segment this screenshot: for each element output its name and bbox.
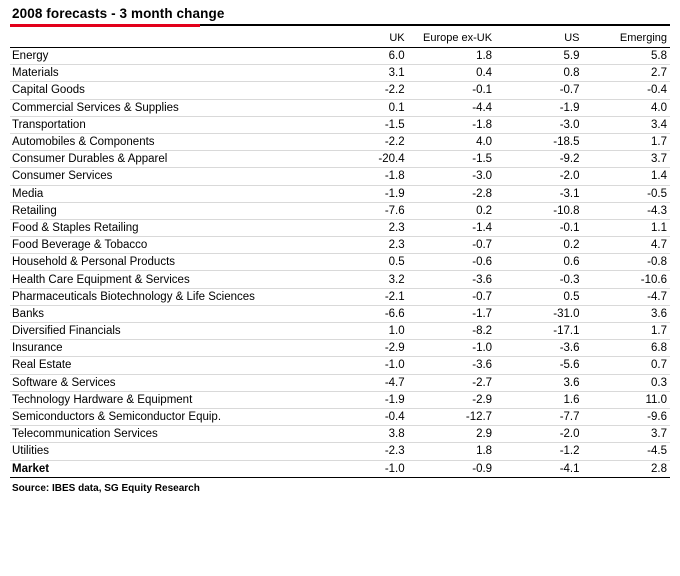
table-row: [10, 426, 670, 443]
cell-europe: -3.6: [408, 357, 495, 374]
column-header-sector: [10, 31, 320, 48]
table-row: [10, 305, 670, 322]
cell-uk: -1.9: [320, 185, 407, 202]
cell-emerging: -9.6: [583, 408, 670, 425]
cell-emerging: -0.4: [583, 82, 670, 99]
row-label: Retailing: [10, 202, 320, 219]
cell-us: -0.1: [495, 219, 582, 236]
row-label: Household & Personal Products: [10, 254, 320, 271]
source-note: Source: IBES data, SG Equity Research: [12, 482, 200, 494]
cell-uk: -7.6: [320, 202, 407, 219]
cell-uk: 2.3: [320, 219, 407, 236]
cell-us: -18.5: [495, 133, 582, 150]
cell-emerging: 11.0: [583, 391, 670, 408]
table-row: [10, 374, 670, 391]
row-label: Semiconductors & Semiconductor Equip.: [10, 408, 320, 425]
table-row: [10, 133, 670, 150]
cell-us: -4.1: [495, 460, 582, 477]
row-label: Materials: [10, 65, 320, 82]
cell-uk: 3.1: [320, 65, 407, 82]
cell-uk: 3.8: [320, 426, 407, 443]
cell-emerging: 2.8: [583, 460, 670, 477]
row-label: Banks: [10, 305, 320, 322]
cell-uk: -4.7: [320, 374, 407, 391]
cell-us: -2.0: [495, 426, 582, 443]
table-body: [10, 48, 670, 478]
cell-us: 0.6: [495, 254, 582, 271]
row-label: Energy: [10, 48, 320, 65]
row-label: Consumer Durables & Apparel: [10, 151, 320, 168]
cell-europe: -12.7: [408, 408, 495, 425]
cell-emerging: 1.7: [583, 133, 670, 150]
column-header-us: US: [495, 31, 582, 48]
cell-uk: -1.9: [320, 391, 407, 408]
cell-europe: 0.4: [408, 65, 495, 82]
cell-us: -3.6: [495, 340, 582, 357]
table-row: [10, 202, 670, 219]
cell-emerging: -10.6: [583, 271, 670, 288]
row-label: Software & Services: [10, 374, 320, 391]
cell-uk: -2.9: [320, 340, 407, 357]
cell-emerging: 4.7: [583, 237, 670, 254]
cell-europe: -2.7: [408, 374, 495, 391]
table-row: [10, 168, 670, 185]
cell-emerging: 3.7: [583, 151, 670, 168]
row-label: Technology Hardware & Equipment: [10, 391, 320, 408]
table-row: [10, 82, 670, 99]
cell-uk: -2.2: [320, 133, 407, 150]
page-title: 2008 forecasts - 3 month change: [12, 6, 225, 21]
table-row: [10, 185, 670, 202]
table-row: [10, 357, 670, 374]
cell-emerging: 4.0: [583, 99, 670, 116]
cell-us: 0.2: [495, 237, 582, 254]
cell-emerging: 2.7: [583, 65, 670, 82]
cell-us: -5.6: [495, 357, 582, 374]
cell-europe: -2.9: [408, 391, 495, 408]
cell-emerging: 1.4: [583, 168, 670, 185]
cell-europe: 4.0: [408, 133, 495, 150]
cell-uk: 0.5: [320, 254, 407, 271]
cell-uk: 2.3: [320, 237, 407, 254]
table-row: [10, 443, 670, 460]
table-row: [10, 391, 670, 408]
cell-us: 3.6: [495, 374, 582, 391]
row-label: Consumer Services: [10, 168, 320, 185]
cell-us: -17.1: [495, 323, 582, 340]
cell-us: -7.7: [495, 408, 582, 425]
row-label: Food Beverage & Tobacco: [10, 237, 320, 254]
cell-europe: 2.9: [408, 426, 495, 443]
cell-uk: -2.2: [320, 82, 407, 99]
cell-emerging: 3.4: [583, 116, 670, 133]
row-label: Health Care Equipment & Services: [10, 271, 320, 288]
cell-us: -10.8: [495, 202, 582, 219]
cell-us: -0.3: [495, 271, 582, 288]
divider-red-accent: [10, 24, 200, 27]
cell-europe: -0.1: [408, 82, 495, 99]
table-row: [10, 288, 670, 305]
table-row-total: [10, 460, 670, 477]
cell-europe: -1.5: [408, 151, 495, 168]
cell-us: -3.1: [495, 185, 582, 202]
row-label: Real Estate: [10, 357, 320, 374]
cell-uk: 1.0: [320, 323, 407, 340]
row-label: Commercial Services & Supplies: [10, 99, 320, 116]
cell-us: -1.2: [495, 443, 582, 460]
row-label: Media: [10, 185, 320, 202]
cell-emerging: -4.3: [583, 202, 670, 219]
column-header-uk: UK: [320, 31, 407, 48]
table-row: [10, 323, 670, 340]
forecast-table: [10, 31, 670, 478]
cell-uk: -1.5: [320, 116, 407, 133]
table-row: [10, 116, 670, 133]
cell-europe: -4.4: [408, 99, 495, 116]
table-header: [10, 31, 670, 48]
cell-uk: -1.8: [320, 168, 407, 185]
table-row: [10, 48, 670, 65]
cell-emerging: 3.7: [583, 426, 670, 443]
cell-uk: -1.0: [320, 357, 407, 374]
table-row: [10, 254, 670, 271]
cell-europe: -8.2: [408, 323, 495, 340]
cell-uk: -1.0: [320, 460, 407, 477]
cell-us: -9.2: [495, 151, 582, 168]
cell-emerging: 6.8: [583, 340, 670, 357]
cell-us: -3.0: [495, 116, 582, 133]
cell-uk: 0.1: [320, 99, 407, 116]
cell-emerging: -0.5: [583, 185, 670, 202]
cell-europe: -0.7: [408, 237, 495, 254]
table-row: [10, 237, 670, 254]
table-header-row: [10, 31, 670, 48]
cell-uk: -2.1: [320, 288, 407, 305]
cell-emerging: -4.5: [583, 443, 670, 460]
column-header-europe-ex-uk: Europe ex-UK: [408, 31, 495, 48]
cell-emerging: 3.6: [583, 305, 670, 322]
row-label: Insurance: [10, 340, 320, 357]
title-divider: [10, 24, 670, 27]
cell-emerging: 1.7: [583, 323, 670, 340]
cell-uk: -0.4: [320, 408, 407, 425]
row-label-market: Market: [10, 460, 320, 477]
table-row: [10, 65, 670, 82]
column-header-emerging: Emerging: [583, 31, 670, 48]
cell-uk: -6.6: [320, 305, 407, 322]
cell-emerging: 1.1: [583, 219, 670, 236]
cell-us: -1.9: [495, 99, 582, 116]
cell-us: 5.9: [495, 48, 582, 65]
table-row: [10, 151, 670, 168]
cell-europe: -3.6: [408, 271, 495, 288]
cell-us: -31.0: [495, 305, 582, 322]
cell-europe: -2.8: [408, 185, 495, 202]
row-label: Transportation: [10, 116, 320, 133]
cell-europe: -1.4: [408, 219, 495, 236]
cell-uk: -2.3: [320, 443, 407, 460]
table-row: [10, 408, 670, 425]
row-label: Food & Staples Retailing: [10, 219, 320, 236]
cell-europe: -0.6: [408, 254, 495, 271]
row-label: Pharmaceuticals Biotechnology & Life Sciences: [10, 288, 320, 305]
cell-europe: 0.2: [408, 202, 495, 219]
table-row: [10, 99, 670, 116]
cell-europe: -1.8: [408, 116, 495, 133]
cell-uk: -20.4: [320, 151, 407, 168]
table-row: [10, 340, 670, 357]
cell-emerging: 5.8: [583, 48, 670, 65]
row-label: Automobiles & Components: [10, 133, 320, 150]
cell-us: 0.8: [495, 65, 582, 82]
row-label: Capital Goods: [10, 82, 320, 99]
cell-us: -2.0: [495, 168, 582, 185]
cell-us: 0.5: [495, 288, 582, 305]
row-label: Utilities: [10, 443, 320, 460]
table-row: [10, 271, 670, 288]
cell-uk: 3.2: [320, 271, 407, 288]
cell-uk: 6.0: [320, 48, 407, 65]
cell-europe: -1.7: [408, 305, 495, 322]
table-row: [10, 219, 670, 236]
cell-europe: -0.7: [408, 288, 495, 305]
cell-europe: -3.0: [408, 168, 495, 185]
cell-us: 1.6: [495, 391, 582, 408]
cell-europe: 1.8: [408, 48, 495, 65]
cell-emerging: 0.7: [583, 357, 670, 374]
cell-europe: -0.9: [408, 460, 495, 477]
cell-emerging: -0.8: [583, 254, 670, 271]
row-label: Telecommunication Services: [10, 426, 320, 443]
cell-emerging: -4.7: [583, 288, 670, 305]
cell-europe: -1.0: [408, 340, 495, 357]
cell-us: -0.7: [495, 82, 582, 99]
cell-europe: 1.8: [408, 443, 495, 460]
row-label: Diversified Financials: [10, 323, 320, 340]
cell-emerging: 0.3: [583, 374, 670, 391]
